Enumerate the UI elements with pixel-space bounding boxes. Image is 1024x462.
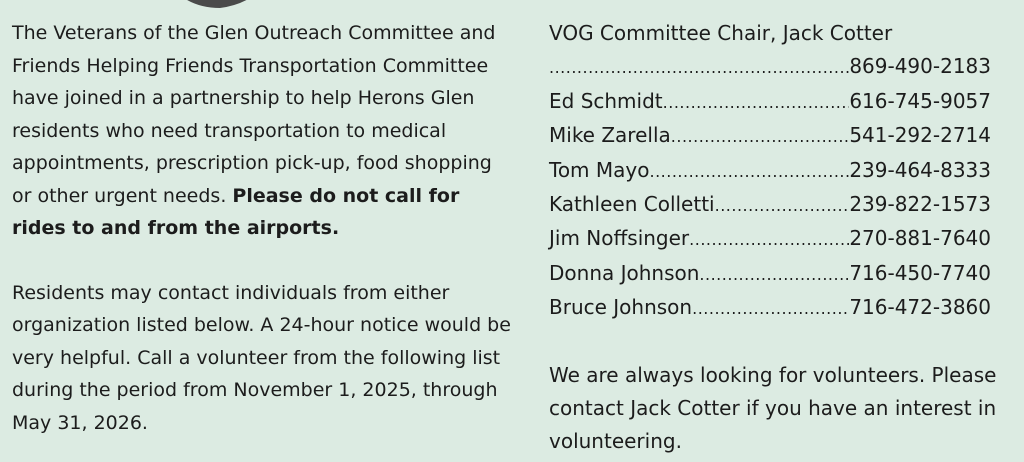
contact-row [549, 291, 991, 325]
intro-text: The Veterans of the Glen Outreach Committee and Friends Helping Friends Transportation Committee have joined in a partnership to help Herons Glen residents who need transportation to medical appointments, prescription pick-up, food shopping or other urgent needs. [12, 22, 496, 207]
transportation-info-column [12, 17, 512, 439]
contact-name: Donna Johnson [549, 260, 700, 285]
contact-name: Bruce Johnson [549, 295, 693, 320]
contact-phone: 239-822-1573 [849, 192, 991, 217]
dot-leader [699, 258, 849, 291]
committee-chair-line: VOG Committee Chair, Jack Cotter [549, 21, 893, 45]
contact-info-paragraph: Residents may contact individuals from either organization listed below. A 24-hour notice would be very helpful. Call a volunteer from the following list during the period from November 1, 2025, through May 31, 2026. [12, 281, 511, 434]
airport-notice: Please do not call for rides to and from the airports. [12, 184, 460, 239]
contact-row [549, 85, 991, 119]
contact-name: Jim Noffsinger [549, 226, 690, 251]
volunteer-phone-list [549, 50, 999, 325]
contact-name: Mike Zarella [549, 123, 671, 148]
contact-phone: 616-745-9057 [849, 88, 991, 113]
contact-phone: 716-450-7740 [849, 260, 991, 285]
contact-name: Tom Mayo [549, 157, 650, 182]
intro-paragraph [12, 17, 512, 245]
contact-row [549, 188, 991, 222]
contact-phone: 716-472-3860 [849, 295, 991, 320]
dot-leader [671, 120, 850, 153]
contact-phone: 270-881-7640 [849, 226, 991, 251]
dot-leader [715, 189, 850, 222]
contact-row [549, 154, 991, 188]
volunteer-recruitment-note: We are always looking for volunteers. Please contact Jack Cotter if you have an interest in volunteering. [549, 362, 997, 454]
contact-name: Ed Schmidt [549, 88, 663, 113]
contact-row-chair [549, 50, 991, 84]
contact-phone: 541-292-2714 [849, 123, 991, 148]
car-illustration-fragment [170, 0, 270, 12]
contact-phone: 239-464-8333 [849, 157, 991, 182]
contact-name: Kathleen Colletti [549, 192, 715, 217]
contact-row [549, 222, 991, 256]
dot-leader [692, 292, 849, 325]
contact-row [549, 257, 991, 291]
dot-leader [649, 155, 849, 188]
dot-leader [663, 86, 850, 119]
dot-leader [689, 223, 849, 256]
dot-leader [549, 51, 849, 84]
volunteer-contacts-column [549, 17, 999, 459]
contact-row [549, 119, 991, 153]
contact-phone: 869-490-2183 [849, 54, 991, 79]
